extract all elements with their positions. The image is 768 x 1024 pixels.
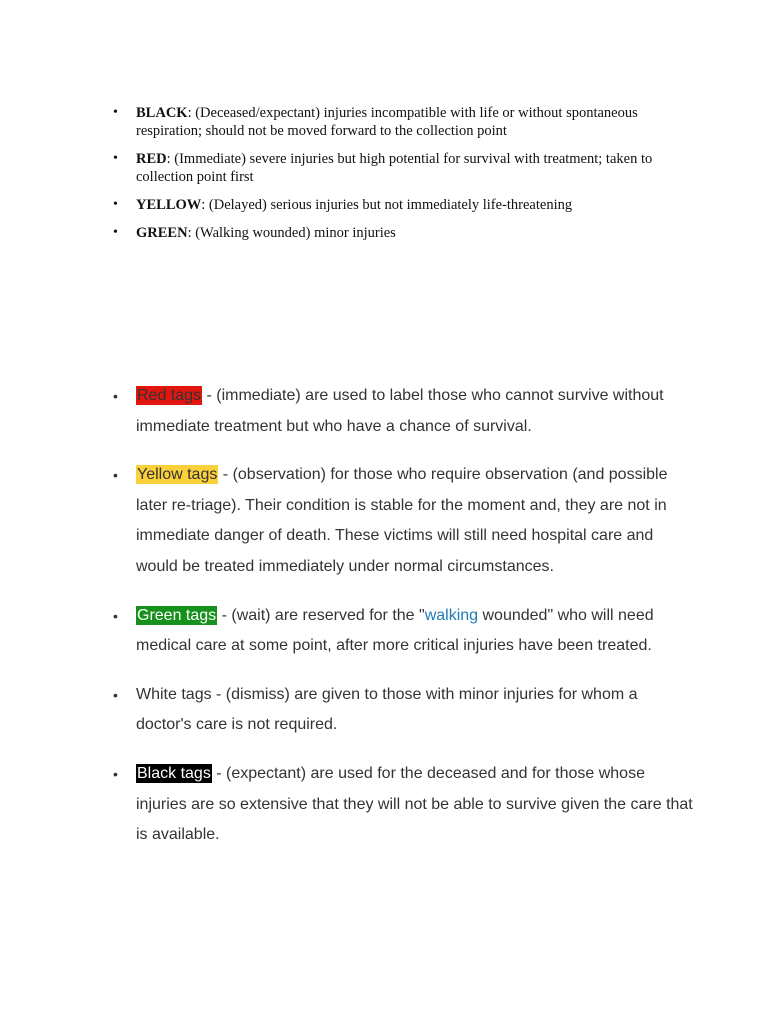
bullet: • <box>113 607 118 624</box>
bullet: • <box>113 388 118 404</box>
category-label: RED <box>136 151 167 167</box>
category-description: : (Delayed) serious injuries but not immediately life-threatening <box>201 197 573 213</box>
red-tags-description: - (immediate) are used to label those who cannot survive without immediate treatment but who have a chance of survival. <box>136 387 664 435</box>
category-label: BLACK <box>136 105 188 121</box>
yellow-tags-description: - (observation) for those who require observation (and possible later re-triage). Their condition is stable for the moment and, they are not in immediate danger of death. These victims will still need hospital care and would be treated immediately under normal circumstances. <box>136 466 668 575</box>
red-tags-highlight: Red tags <box>137 387 202 404</box>
list-item-yellow-tags <box>113 460 696 582</box>
triage-categories-list <box>113 104 696 252</box>
yellow-tags-highlight: Yellow tags <box>137 466 218 484</box>
white-tags-description: White tags - (dismiss) are given to those with minor injuries for whom a doctor's care is not required. <box>136 685 638 734</box>
black-tags-highlight: Black tags <box>137 764 211 782</box>
list-item <box>113 196 696 214</box>
bullet: • <box>113 151 118 166</box>
bullet: • <box>113 765 118 782</box>
list-item-white-tags <box>113 680 696 741</box>
green-tags-description-end: wounded" who will need medical care at some point, after more critical injuries have been treated. <box>136 606 654 655</box>
category-description: : (Walking wounded) minor injuries <box>187 225 396 241</box>
bullet: • <box>113 197 118 212</box>
list-item <box>113 104 696 140</box>
category-label: YELLOW <box>136 197 202 213</box>
black-tags-description: - (expectant) are used for the deceased and for those whose injuries are so extensive that they will not be able to survive given the care that is available. <box>136 764 693 844</box>
tag-descriptions-list <box>113 381 696 869</box>
category-description: : (Deceased/expectant) injuries incompatible with life or without spontaneous respiration; should not be moved forward to the collection point <box>136 105 638 139</box>
list-item <box>113 224 696 242</box>
list-item-green-tags <box>113 601 696 662</box>
list-item <box>113 150 696 186</box>
bullet: • <box>113 467 118 484</box>
list-item-black-tags <box>113 759 696 851</box>
category-description: : (Immediate) severe injuries but high potential for survival with treatment; taken to collection point first <box>136 151 653 185</box>
bullet: • <box>113 686 118 703</box>
green-tags-description-start: - (wait) are reserved for the " <box>217 606 425 624</box>
green-tags-highlight: Green tags <box>137 606 217 624</box>
list-item-red-tags <box>113 381 696 442</box>
category-label: GREEN <box>136 225 188 241</box>
bullet: • <box>113 225 118 240</box>
walking-link[interactable]: walking <box>424 606 479 624</box>
bullet: • <box>113 105 118 120</box>
